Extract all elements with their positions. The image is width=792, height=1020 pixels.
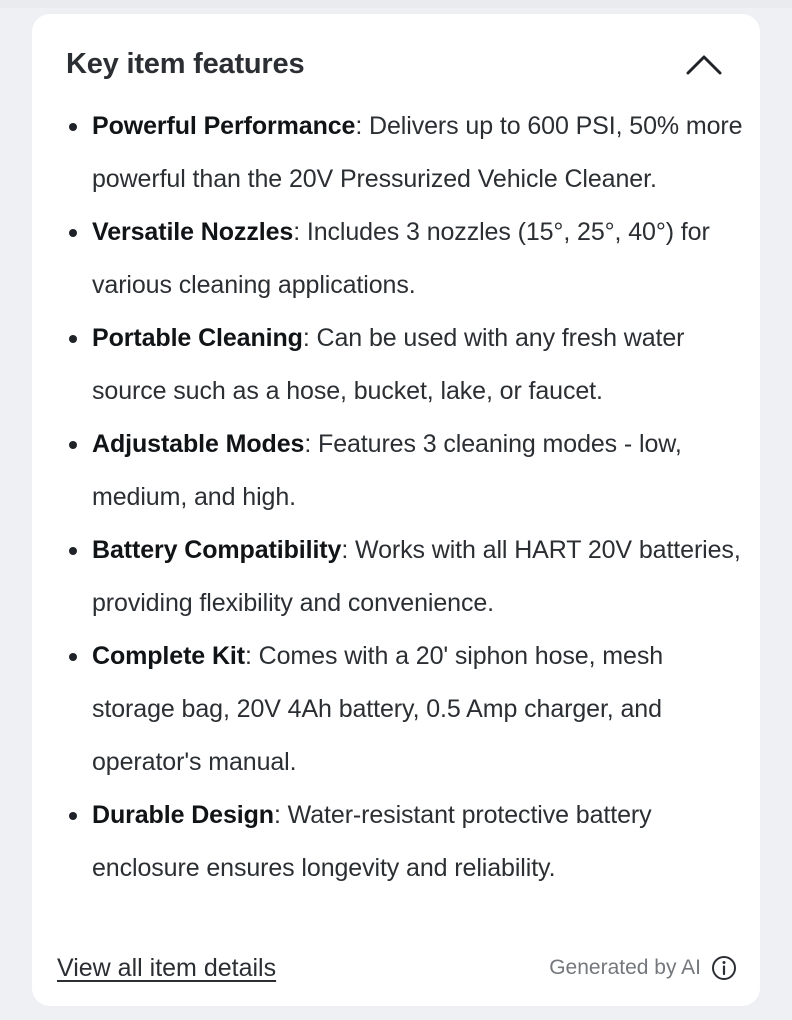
card-footer [57, 950, 737, 986]
list-item [66, 206, 746, 312]
feature-text: : Delivers up to 600 PSI, 50% more powerful than the 20V Pressurized Vehicle Cleaner. [92, 112, 743, 193]
feature-text: : Features 3 cleaning modes - low, medium, and high. [92, 430, 682, 511]
feature-list [66, 100, 746, 895]
feature-text: : Water-resistant protective battery enclosure ensures longevity and reliability. [92, 801, 652, 882]
list-item [66, 524, 746, 630]
feature-name: Durable Design [92, 801, 274, 829]
ai-disclaimer [549, 955, 737, 981]
list-item [66, 630, 746, 789]
feature-text: : Includes 3 nozzles (15°, 25°, 40°) for various cleaning applications. [92, 218, 710, 299]
feature-name: Complete Kit [92, 642, 245, 670]
section-title: Key item features [66, 47, 305, 80]
top-divider [0, 0, 792, 8]
info-icon[interactable] [711, 955, 737, 981]
card-header [66, 44, 726, 84]
list-item [66, 100, 746, 206]
view-all-details-link[interactable]: View all item details [57, 953, 277, 982]
feature-name: Versatile Nozzles [92, 218, 294, 246]
collapse-toggle-button[interactable] [682, 44, 726, 84]
ai-generated-label: Generated by AI [549, 956, 701, 979]
feature-text: : Comes with a 20' siphon hose, mesh storage bag, 20V 4Ah battery, 0.5 Amp charger, and operator's manual. [92, 642, 664, 776]
list-item [66, 312, 746, 418]
feature-name: Battery Compatibility [92, 536, 342, 564]
feature-text: : Can be used with any fresh water source such as a hose, bucket, lake, or faucet. [92, 324, 685, 405]
feature-name: Powerful Performance [92, 112, 356, 140]
list-item [66, 418, 746, 524]
feature-name: Adjustable Modes [92, 430, 305, 458]
feature-name: Portable Cleaning [92, 324, 303, 352]
chevron-up-icon [686, 53, 722, 75]
list-item [66, 789, 746, 895]
feature-text: : Works with all HART 20V batteries, providing flexibility and convenience. [92, 536, 741, 617]
key-features-card [32, 14, 760, 1006]
